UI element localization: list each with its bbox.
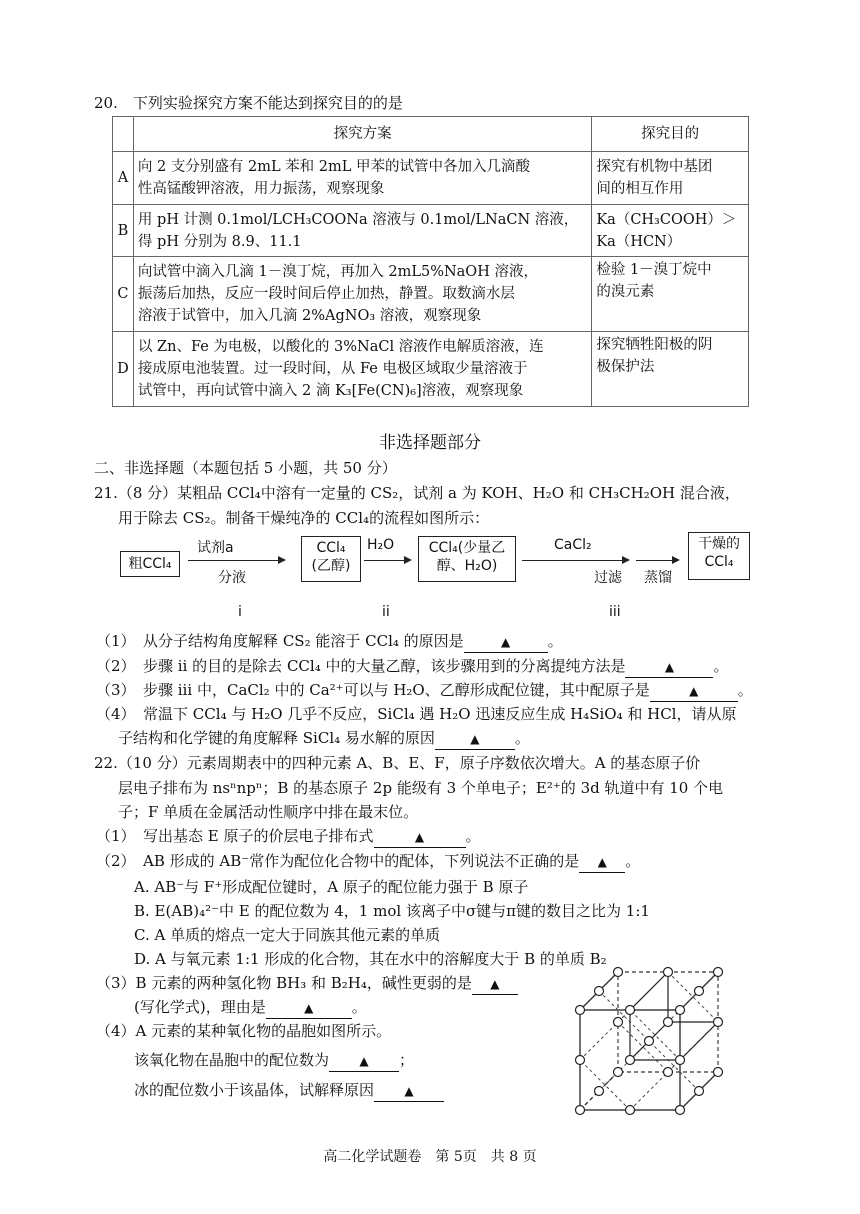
row-b-goal (592, 205, 749, 257)
answer-marker: ▲ (470, 732, 480, 746)
plan-line: 溶液于试管中，加入几滴 2%AgNO₃ 溶液，观察现象 (137, 308, 482, 324)
flow-label-water: H₂O (367, 537, 395, 553)
unit-cell-figure (566, 962, 736, 1132)
row-key-b: B (113, 205, 134, 257)
q22-part-4-2 (134, 1080, 444, 1102)
flow-box-dry-ccl4 (688, 532, 750, 580)
goal-line: 的溴元素 (596, 284, 655, 300)
answer-blank[interactable] (579, 851, 625, 873)
answer-marker: ▲ (359, 1054, 369, 1068)
goal-line: 间的相互作用 (596, 181, 684, 197)
q22-part-1 (96, 826, 481, 848)
page-footer: 高二化学试题卷 第 5页 共 8 页 (323, 1149, 537, 1165)
box-line: (乙醇) (311, 558, 351, 574)
plan-line: 以 Zn、Fe 为电极，以酸化的 3%NaCl 溶液作电解质溶液，连 (137, 339, 544, 355)
answer-blank[interactable] (464, 631, 548, 653)
q21-stem-2: 用于除去 CS₂。制备干燥纯净的 CCl₄的流程如图所示： (118, 509, 490, 527)
plan-line: 接成原电池装置。过一段时间，从 Fe 电极区域取少量溶液于 (137, 361, 528, 377)
flow-label-distill: 蒸馏 (644, 570, 672, 586)
q21-part-1 (96, 631, 563, 653)
q22-option-a: A. AB⁻与 F⁺形成配位键时，A 原子的配位能力强于 B 原子 (134, 878, 529, 896)
answer-blank[interactable] (266, 997, 352, 1019)
box-line: CCl₄ (316, 540, 346, 556)
answer-marker: ▲ (404, 1084, 414, 1098)
flow-box-ccl4-ethanol (301, 536, 361, 582)
row-a-plan (133, 152, 591, 205)
q22-stem-2: 层电子排布为 nsⁿnpⁿ；B 的基态原子 2p 能级有 3 个单电子；E²⁺的 3d 轨道中有 10 个电 (118, 779, 724, 797)
answer-marker: ▲ (597, 855, 607, 869)
flow-step-iii: iii (609, 604, 621, 620)
row-key-c: C (113, 257, 134, 332)
answer-marker: ▲ (689, 684, 699, 698)
question-text: 该氧化物在晶胞中的配位数为 (134, 1051, 330, 1069)
question-text: （1） 从分子结构角度解释 CS₂ 能溶于 CCl₄ 的原因是 (96, 632, 464, 650)
answer-blank[interactable] (650, 680, 738, 702)
punctuation: ； (399, 1051, 415, 1069)
q22-part-2 (96, 851, 640, 873)
flow-step-i: i (238, 604, 242, 620)
row-key-d: D (113, 332, 134, 407)
question-text: 冰的配位数小于该晶体，试解释原因 (134, 1081, 375, 1099)
row-d-goal (592, 332, 749, 407)
q21-part-2 (96, 656, 729, 678)
goal-line: Ka（HCN） (596, 233, 682, 250)
table-corner (113, 117, 134, 152)
q22-part-3a (96, 973, 518, 995)
goal-line: 检验 1－溴丁烷中 (596, 262, 712, 278)
q22-part-4-1 (134, 1050, 414, 1072)
flow-arrow (636, 560, 678, 561)
punctuation: 。 (713, 657, 729, 675)
answer-marker: ▲ (490, 977, 500, 991)
question-text: (写化学式)，理由是 (134, 998, 266, 1016)
q22-part-3b (134, 997, 367, 1019)
row-c-plan (133, 257, 591, 332)
goal-line: 探究牺牲阳极的阴 (596, 337, 713, 353)
goal-line: 探究有机物中基团 (596, 159, 713, 175)
punctuation: 。 (547, 632, 563, 650)
row-key-a: A (113, 152, 134, 205)
q20-table (112, 116, 749, 407)
q22-option-b: B. E(AB)₄²⁻中 E 的配位数为 4，1 mol 该离子中σ键与π键的数目之比为 1:1 (134, 902, 650, 920)
q21-part-3 (96, 680, 753, 702)
flow-label-filter: 过滤 (594, 570, 622, 586)
flow-box-ccl4-mixture (418, 536, 516, 582)
question-text: （2） AB 形成的 AB⁻常作为配位化合物中的配体，下列说法不正确的是 (96, 852, 580, 870)
punctuation: 。 (514, 729, 530, 747)
plan-line: 向 2 支分别盛有 2mL 苯和 2mL 甲苯的试管中各加入几滴酸 (137, 159, 531, 175)
answer-marker: ▲ (501, 635, 511, 649)
flow-step-ii: ii (382, 604, 390, 620)
box-line: 醇、H₂O) (436, 558, 498, 574)
question-text: （3） 步骤 ⅲ 中，CaCl₂ 中的 Ca²⁺可以与 H₂O、乙醇形成配位键，其中配原子是 (96, 681, 650, 699)
question-text: （2） 步骤 ⅱ 的目的是除去 CCl₄ 中的大量乙醇，该步骤用到的分离提纯方法是 (96, 657, 626, 675)
flow-box-crude: 粗CCl₄ (120, 551, 180, 577)
header-goal: 探究目的 (592, 117, 749, 152)
flow-arrow (188, 560, 284, 561)
q22-option-c: C. A 单质的熔点一定大于同族其他元素的单质 (134, 926, 441, 944)
answer-blank[interactable] (329, 1050, 399, 1072)
q22-part-4: （4）A 元素的某种氧化物的晶胞如图所示。 (96, 1022, 392, 1040)
section-title: 非选择题部分 (379, 433, 481, 453)
row-d-plan (133, 332, 591, 407)
box-line: CCl₄(少量乙 (428, 540, 506, 556)
flow-label-reagent-a: 试剂a (197, 540, 234, 556)
question-text: 子结构和化学键的角度解释 SiCl₄ 易水解的原因 (118, 729, 435, 747)
plan-line: 向试管中滴入几滴 1－溴丁烷，再加入 2mL5%NaOH 溶液， (137, 264, 538, 280)
question-text: （1） 写出基态 E 原子的价层电子排布式 (96, 827, 374, 845)
flow-label-separate: 分液 (218, 570, 246, 586)
answer-marker: ▲ (664, 660, 675, 674)
punctuation: 。 (625, 852, 641, 870)
punctuation: 。 (737, 681, 753, 699)
q21-part-4b (118, 728, 530, 750)
row-b-plan (133, 205, 591, 257)
answer-marker: ▲ (304, 1001, 314, 1015)
plan-line: 振荡后加热，反应一段时间后停止加热，静置。取数滴水层 (137, 286, 515, 302)
flow-label-cacl2: CaCl₂ (554, 537, 592, 553)
punctuation: 。 (351, 998, 367, 1016)
plan-line: 性高锰酸钾溶液，用力振荡，观察现象 (137, 181, 385, 197)
row-c-goal (592, 257, 749, 332)
box-line: 干燥的 (698, 536, 740, 552)
q20-stem: 20. 下列实验探究方案不能达到探究目的的是 (94, 94, 403, 112)
plan-line: 试管中，再向试管中滴入 2 滴 K₃[Fe(CN)₆]溶液，观察现象 (137, 383, 524, 399)
flow-arrow (522, 560, 628, 561)
q22-stem-3: 子；F 单质在金属活动性顺序中排在最末位。 (118, 803, 419, 821)
section-desc: 二、非选择题（本题包括 5 小题，共 50 分） (94, 459, 397, 477)
q21-part-4a: （4） 常温下 CCl₄ 与 H₂O 几乎不反应，SiCl₄ 遇 H₂O 迅速反应生成 H₄SiO₄ 和 HCl，请从原 (96, 705, 737, 723)
header-plan: 探究方案 (133, 117, 591, 152)
answer-blank[interactable] (374, 826, 466, 848)
answer-blank[interactable] (374, 1080, 444, 1102)
plan-line: 得 pH 分别为 8.9、11.1 (137, 233, 302, 250)
question-text: （3）B 元素的两种氢化物 BH₃ 和 B₂H₄，碱性更弱的是 (96, 974, 472, 992)
answer-blank[interactable] (472, 973, 518, 995)
goal-line: 极保护法 (596, 359, 655, 375)
plan-line: 用 pH 计测 0.1mol/LCH₃COONa 溶液与 0.1mol/LNaCN 溶液， (137, 211, 579, 228)
box-line: CCl₄ (704, 554, 734, 570)
answer-marker: ▲ (414, 830, 425, 844)
goal-line: Ka（CH₃COOH）＞ (596, 211, 737, 228)
q22-option-d: D. A 与氧元素 1:1 形成的化合物，其在水中的溶解度大于 B 的单质 B₂ (134, 950, 607, 968)
answer-blank[interactable] (435, 728, 515, 750)
flow-arrow (364, 560, 410, 561)
row-a-goal (592, 152, 749, 205)
punctuation: 。 (465, 827, 481, 845)
answer-blank[interactable] (625, 656, 713, 678)
q22-stem-1: 22.（10 分）元素周期表中的四种元素 A、B、E、F，原子序数依次增大。A 的基态原子价 (94, 754, 701, 772)
q21-stem-1: 21.（8 分）某粗品 CCl₄中溶有一定量的 CS₂，试剂 a 为 KOH、H₂O 和 CH₃CH₂OH 混合液， (94, 484, 740, 502)
